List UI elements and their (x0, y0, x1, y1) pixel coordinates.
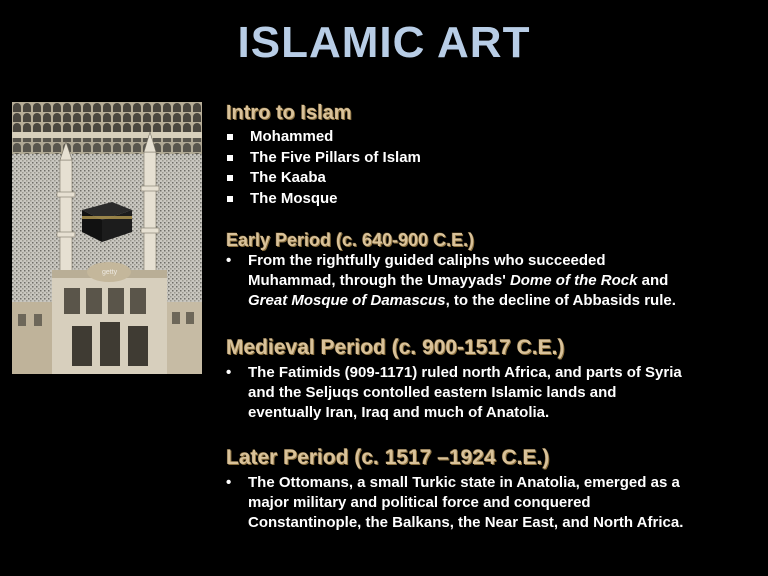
list-item: The Mosque (226, 189, 421, 210)
later-period-text: • The Ottomans, a small Turkic state in Anatolia, emerged as a major military and political force and conquered Constantinople, the Balkans, the Near East, and North Africa. (226, 474, 684, 531)
medieval-period-heading: Medieval Period (c. 900-1517 C.E.) (226, 336, 565, 359)
mecca-photo (12, 102, 202, 374)
medieval-period-text: • The Fatimids (909-1171) ruled north Africa, and parts of Syria and the Seljuqs contolled eastern Islamic lands and eventually Iran, Iraq and much of Anatolia. (226, 364, 682, 421)
intro-list (226, 127, 421, 209)
dome-of-the-rock-text: Dome of the Rock (509, 272, 638, 289)
intro-heading: Intro to Islam (226, 102, 352, 124)
square-bullet-icon (227, 175, 233, 181)
early-period-text: • From the rightfully guided caliphs who succeeded Muhammad, through the Umayyads' Dome of the Rock and Great Mosque of Damascus, to the decline of Abbasids rule. (226, 252, 676, 309)
later-period-heading: Later Period (c. 1517 –1924 C.E.) (226, 446, 550, 469)
list-item: Mohammed (226, 127, 421, 148)
list-item: The Kaaba (226, 168, 421, 189)
bullet-icon: • (226, 364, 232, 381)
square-bullet-icon (227, 155, 233, 161)
bullet-icon: • (226, 252, 232, 269)
square-bullet-icon (227, 134, 233, 140)
slide-title: ISLAMIC ART (237, 18, 531, 67)
getty-watermark: getty (102, 269, 118, 276)
square-bullet-icon (227, 196, 233, 202)
list-item: The Five Pillars of Islam (226, 148, 421, 169)
early-period-heading: Early Period (c. 640-900 C.E.) (226, 230, 475, 250)
great-mosque-text: Great Mosque of Damascus (248, 292, 446, 309)
bullet-icon: • (226, 474, 232, 491)
